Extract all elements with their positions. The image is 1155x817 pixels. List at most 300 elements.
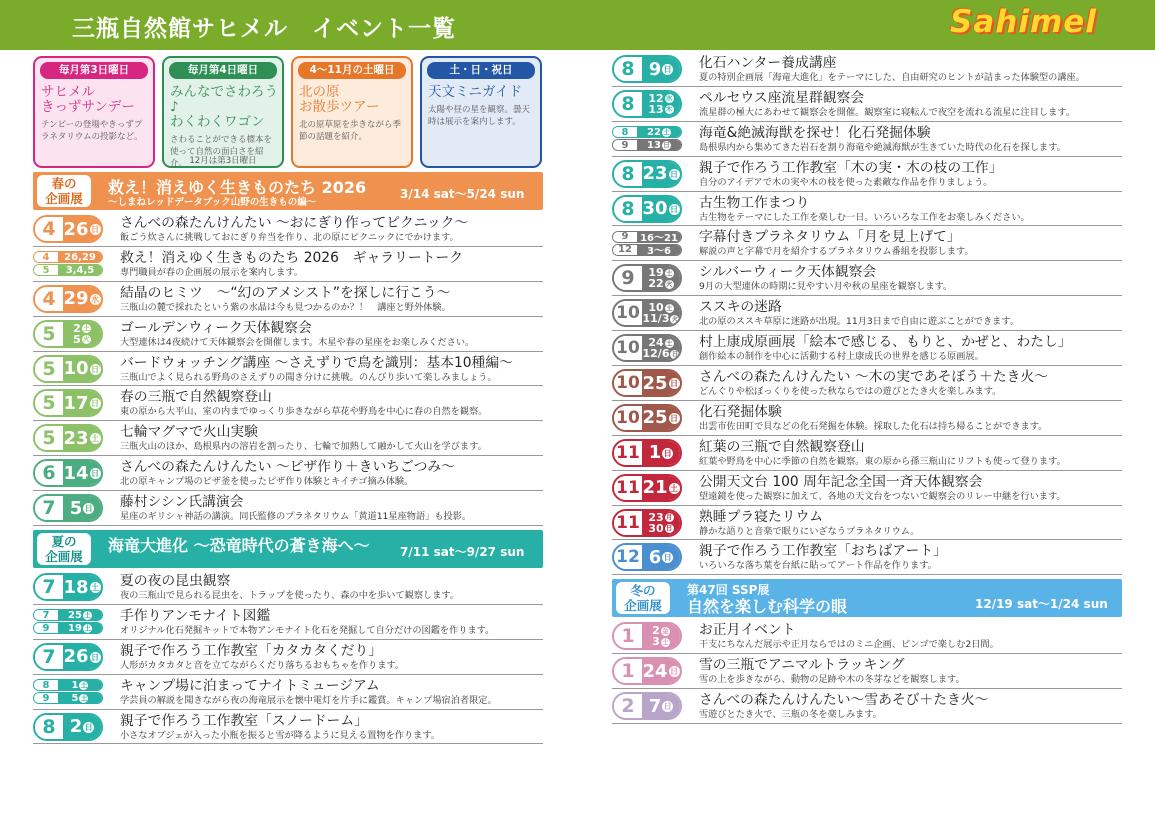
weekday-badge: 日 xyxy=(91,364,100,374)
event-text xyxy=(682,229,1122,257)
event-description: 東の原から大平山、室の内までゆっくり歩きながら草花や野鳥を中心に春の自然を観察。 xyxy=(120,406,488,418)
event-row xyxy=(612,331,1122,366)
regular-event-title: 天文ミニガイド xyxy=(428,84,523,100)
event-date-pill xyxy=(612,509,682,537)
event-title: 熟睡プラ寝たリウム xyxy=(699,508,824,525)
event-text xyxy=(682,160,1122,188)
event-day-number: 5 xyxy=(69,497,83,519)
event-description: 三瓶山の麓で採れたという紫の水晶は今も見つかるのか？！ 講座と野外体験。 xyxy=(120,301,451,313)
regular-events xyxy=(33,56,543,168)
event-date xyxy=(612,474,682,502)
event-day-number: 2 xyxy=(73,321,81,335)
event-date xyxy=(612,160,682,188)
event-day-number: 12/6 xyxy=(642,347,670,361)
event-month: 8 xyxy=(614,92,642,116)
event-date-pill xyxy=(612,404,682,432)
event-day-line xyxy=(63,219,100,240)
event-day-line xyxy=(649,442,674,463)
event-date-pill xyxy=(33,251,103,263)
event-title: 古生物工作まつり xyxy=(699,194,810,211)
event-date xyxy=(612,543,682,571)
event-date xyxy=(612,90,682,118)
weekday-badge: 日 xyxy=(91,652,100,662)
weekday-badge: 日 xyxy=(670,379,679,389)
event-title: 七輪マグマで火山実験 xyxy=(120,424,258,441)
event-day-line xyxy=(70,716,95,737)
event-month: 8 xyxy=(34,680,58,690)
event-text xyxy=(682,692,1122,720)
event-date-pill xyxy=(33,692,103,704)
event-day xyxy=(58,252,102,262)
event-description: 雪遊びとたき火で、三瓶の冬を楽しみます。 xyxy=(699,709,882,721)
event-month: 10 xyxy=(614,406,642,430)
event-day-number: 24 xyxy=(648,336,664,350)
event-day xyxy=(63,391,101,415)
event-day-line xyxy=(642,198,679,219)
event-month: 7 xyxy=(35,575,63,599)
event-description: 三瓶山でよく見られる野鳥のさえずりの聞き分けに挑戦。のんびり歩いて楽しみましょう。 xyxy=(120,371,497,383)
event-day-line xyxy=(73,334,91,345)
event-row xyxy=(33,456,543,491)
event-month: 10 xyxy=(614,371,642,395)
weekday-badge: 土 xyxy=(663,127,670,136)
event-description: 北の原キャンプ場のピザ釜を使ったピザ作り体験とキイチゴ摘み体験。 xyxy=(120,476,414,488)
event-row xyxy=(612,261,1122,296)
weekday-badge: 土 xyxy=(83,324,90,333)
event-month: 8 xyxy=(614,162,642,186)
event-description: 大型連休は4夜続けて天体観察会を開催します。木星や春の星座をお楽しみください。 xyxy=(120,336,475,348)
event-description: いろいろな落ち葉を台紙に貼ってアート作品を作ります。 xyxy=(699,560,937,572)
event-day-number: 10 xyxy=(648,301,664,315)
event-day-number: 29 xyxy=(63,288,89,310)
event-text xyxy=(682,622,1122,650)
event-month: 4 xyxy=(35,287,63,311)
event-day-number: 23 xyxy=(63,427,89,449)
event-description: 夜の三瓶山で見られる昆虫を、トラップを使ったり、森の中を歩いて観察します。 xyxy=(120,590,460,601)
event-date-pill xyxy=(33,389,103,417)
event-month: 5 xyxy=(35,391,63,415)
event-day xyxy=(63,426,101,450)
event-description: 紅葉や野鳥を中心に季節の自然を観察。東の原から孫三瓶山にリフトも使って登ります。 xyxy=(699,455,1066,467)
event-title: 公開天文台 100 周年記念全国一斉天体観察会 xyxy=(699,473,983,490)
event-day xyxy=(642,441,680,465)
event-day xyxy=(63,496,101,520)
event-day-number: 18 xyxy=(63,576,89,598)
event-date xyxy=(612,299,682,327)
event-day xyxy=(642,371,680,395)
event-day-line xyxy=(642,661,679,682)
event-month: 9 xyxy=(34,623,58,633)
event-month: 7 xyxy=(34,610,58,620)
event-day xyxy=(642,197,680,221)
weekday-badge: 日 xyxy=(671,349,679,358)
event-day xyxy=(63,287,101,311)
event-title: 手作りアンモナイト図鑑 xyxy=(120,607,271,624)
event-row xyxy=(33,352,543,387)
weekday-badge: 土 xyxy=(84,623,91,632)
weekday-badge: 日 xyxy=(91,225,100,234)
event-title: さんべの森たんけんたい ～木の実であそぼう＋たき火～ xyxy=(699,369,1049,386)
event-month: 7 xyxy=(35,496,63,520)
event-day-line xyxy=(649,59,674,80)
exhibit-dates: 3/14 sat〜5/24 sun xyxy=(400,187,525,201)
event-title: 結晶のヒミツ ～“幻のアメシスト”を探しに行こう～ xyxy=(120,284,451,301)
weekday-badge: 日 xyxy=(670,204,679,214)
event-title: さんべの森たんけんたい～雪あそび＋たき火～ xyxy=(699,692,989,709)
event-title: さんべの森たんけんたい ～おにぎり作ってピクニック～ xyxy=(120,215,469,231)
event-day-number: 26 xyxy=(63,218,89,240)
event-text xyxy=(682,543,1122,571)
regular-event-description: テンピーの登場やきっずプラネタリウムの投影など。 xyxy=(41,120,143,142)
event-description: オリジナル化石発掘キットで本物アンモナイト化石を発掘して自分だけの図鑑を作ります。 xyxy=(120,624,495,636)
event-day-line xyxy=(63,577,100,598)
event-title: 字幕付きプラネタリウム「月を見上げて」 xyxy=(699,229,961,246)
event-day xyxy=(58,265,102,275)
event-title: お正月イベント xyxy=(699,622,796,639)
event-description: 北の原のススキ草原に迷路が出現。11月3日まで自由に遊ぶことができます。 xyxy=(699,316,1019,328)
event-row xyxy=(33,421,543,456)
event-date-pill xyxy=(612,160,682,188)
event-text xyxy=(103,643,543,671)
exhibit-subtitle: 〜しまねレッドデータブック山野の生きもの編〜 xyxy=(108,197,317,208)
event-description: 干支にちなんだ展示や正月ならではのミニ企画、ビンゴで楽しむ2日間。 xyxy=(699,639,999,651)
event-day-line xyxy=(63,288,100,309)
left-column xyxy=(33,52,543,744)
sahimel-logo: Sahimel xyxy=(950,4,1097,40)
event-description: 小さなオブジェが入った小瓶を振ると雪が降るように見える置物を作ります。 xyxy=(120,729,440,741)
weekday-badge: 日 xyxy=(663,448,672,458)
event-month: 1 xyxy=(614,624,642,648)
event-day-number: 7 xyxy=(648,695,662,717)
weekday-badge: 土 xyxy=(80,680,88,689)
event-title: ススキの迷路 xyxy=(699,299,782,316)
regular-event-title: みんなでさわろう♪ わくわくワゴン xyxy=(170,84,278,130)
event-title: 紅葉の三瓶で自然観察登山 xyxy=(699,438,865,455)
event-date-pill xyxy=(33,679,103,691)
event-day xyxy=(637,232,681,242)
event-row xyxy=(612,296,1122,331)
event-row xyxy=(33,710,543,745)
event-text xyxy=(682,509,1122,537)
event-day-number: 23 xyxy=(648,510,664,524)
event-date-pill xyxy=(612,657,682,685)
event-text xyxy=(103,713,543,741)
event-description: 自分のアイデアで木の実や木の枝を使った素敵な作品を作りましょう。 xyxy=(699,176,993,188)
event-date xyxy=(612,404,682,432)
event-title: シルバーウィーク天体観察会 xyxy=(699,264,877,281)
event-date-pill xyxy=(33,285,103,313)
weekday-badge: 日 xyxy=(663,140,670,149)
event-day xyxy=(63,575,101,599)
event-date-pill xyxy=(612,692,682,720)
event-date xyxy=(33,215,103,243)
event-date-pill xyxy=(612,244,682,256)
event-row xyxy=(612,366,1122,401)
weekday-badge: 土 xyxy=(665,303,673,312)
event-day-number: 19 xyxy=(68,622,82,634)
event-month: 1 xyxy=(614,659,642,683)
weekday-badge: 日 xyxy=(91,469,100,479)
event-day-line xyxy=(652,636,670,647)
event-row xyxy=(612,619,1122,654)
event-list-left xyxy=(33,172,543,744)
event-month: 11 xyxy=(614,441,642,465)
event-row xyxy=(612,122,1122,157)
event-title: 化石ハンター養成講座 xyxy=(699,55,837,71)
event-day xyxy=(642,406,680,430)
event-row xyxy=(33,247,543,282)
event-day xyxy=(642,92,680,116)
event-day-number: 19 xyxy=(648,266,664,280)
event-day xyxy=(642,659,680,683)
event-date-pill xyxy=(612,299,682,327)
event-day xyxy=(63,357,101,381)
event-description: 人形がカタカタと音を立てながらくだり落ちるおもちゃを作ります。 xyxy=(120,659,405,671)
event-text xyxy=(103,285,543,313)
event-title: 親子で作ろう工作教室「木の実・木の枝の工作」 xyxy=(699,159,1003,176)
event-date-pill xyxy=(612,334,682,362)
event-title: バードウォッチング講座 ～さえずりで鳥を識別：基本10種編～ xyxy=(120,354,513,371)
event-description: 専門職員が春の企画展の展示を案内します。 xyxy=(120,266,304,278)
event-title: ペルセウス座流星群観察会 xyxy=(699,89,865,106)
exhibit-title: 救え！消えゆく生きものたち 2026 xyxy=(108,178,367,197)
event-day xyxy=(58,623,102,633)
event-date xyxy=(612,692,682,720)
event-date-pill xyxy=(612,439,682,467)
event-row xyxy=(33,675,543,710)
event-date xyxy=(612,195,682,223)
regular-event-card xyxy=(291,56,413,168)
event-day-line xyxy=(649,547,674,568)
event-month: 2 xyxy=(614,694,642,718)
event-day-number: 22 xyxy=(648,277,664,291)
weekday-badge: 日 xyxy=(663,65,672,74)
event-day-number: 25 xyxy=(68,609,82,621)
event-day-number: 17 xyxy=(63,392,89,414)
event-row xyxy=(33,282,543,317)
event-date xyxy=(33,355,103,383)
event-description: 創作絵本の制作を中心に活動する村上康成氏の世界を感じる原画展。 xyxy=(699,351,984,363)
event-day-line xyxy=(63,358,100,379)
event-day-line xyxy=(648,523,673,534)
event-day-number: 16〜21 xyxy=(640,233,678,243)
exhibit-season-badge: 春の 企画展 xyxy=(37,175,91,207)
event-month: 6 xyxy=(35,461,63,485)
event-day-number: 13 xyxy=(648,102,664,116)
event-month: 9 xyxy=(614,266,642,290)
event-month: 10 xyxy=(614,336,642,360)
event-title: 救え！消えゆく生きものたち 2026 ギャラリートーク xyxy=(120,249,464,266)
event-row xyxy=(33,212,543,247)
weekday-badge: 火 xyxy=(665,279,673,288)
event-date xyxy=(33,250,103,278)
event-row xyxy=(33,605,543,640)
event-date xyxy=(33,608,103,636)
event-date-pill xyxy=(33,320,103,348)
event-description: どんぐりや松ぼっくりを使った秋ならではの遊びとたき火を楽しみます。 xyxy=(699,386,1002,397)
exhibit-season-badge: 夏の 企画展 xyxy=(37,533,91,565)
weekday-badge: 日 xyxy=(91,399,100,409)
event-row xyxy=(612,540,1122,575)
event-date-pill xyxy=(33,215,103,243)
event-text xyxy=(103,424,543,452)
event-date xyxy=(612,369,682,397)
weekday-badge: 日 xyxy=(670,413,679,423)
event-day-number: 26,29 xyxy=(64,251,96,263)
weekday-badge: 木 xyxy=(665,105,673,114)
event-day-number: 3 xyxy=(652,635,660,649)
event-month: 12 xyxy=(613,245,637,255)
exhibit-title: 海竜大進化 ～恐竜時代の蒼き海へ～ xyxy=(108,536,370,556)
event-text xyxy=(103,355,543,383)
event-day xyxy=(63,715,101,739)
event-date xyxy=(33,285,103,313)
event-title: 村上康成原画展「絵本で感じる、もりと、かぜと、わたし」 xyxy=(699,334,1072,351)
event-date-pill xyxy=(33,573,103,601)
event-day-number: 6 xyxy=(648,546,662,568)
event-month: 9 xyxy=(613,140,637,150)
event-day xyxy=(642,266,680,290)
event-month: 12 xyxy=(614,545,642,569)
exhibit-dates: 12/19 sat〜1/24 sun xyxy=(975,597,1108,612)
event-text xyxy=(103,389,543,417)
event-text xyxy=(682,264,1122,292)
event-date xyxy=(33,389,103,417)
event-day-number: 24 xyxy=(642,660,668,682)
event-date xyxy=(612,55,682,83)
event-day xyxy=(63,461,101,485)
weekday-badge: 金 xyxy=(662,626,669,635)
event-day-number: 5 xyxy=(73,332,81,346)
regular-event-description: さわることができる標本を使って自然の面白さを紹介。 xyxy=(170,135,273,169)
event-text xyxy=(103,250,543,278)
event-month: 7 xyxy=(35,645,63,669)
event-row xyxy=(612,87,1122,122)
weekday-badge: 月 xyxy=(665,513,673,522)
event-day-number: 9 xyxy=(648,58,662,80)
event-row xyxy=(612,689,1122,724)
regular-event-title: サヒメル きっずサンデー xyxy=(41,84,135,115)
weekday-badge: 水 xyxy=(91,294,100,304)
event-month: 8 xyxy=(613,127,637,137)
regular-event-card xyxy=(33,56,155,168)
event-date-pill xyxy=(33,424,103,452)
event-day xyxy=(642,162,680,186)
regular-event-schedule: 土・日・祝日 xyxy=(427,62,535,79)
event-description: 望遠鏡を使った観察に加えて、各地の天文台をつないで観察会のリレー中継を行います。 xyxy=(699,490,1066,502)
event-day-number: 11/3 xyxy=(642,312,670,326)
event-date xyxy=(33,494,103,522)
event-title: 親子で作ろう工作教室「カタカタくだり」 xyxy=(120,642,383,659)
event-text xyxy=(682,474,1122,502)
event-day xyxy=(637,140,681,150)
event-month: 10 xyxy=(614,301,642,325)
weekday-badge: 火 xyxy=(671,314,679,323)
weekday-badge: 日 xyxy=(663,553,672,563)
event-day xyxy=(642,545,680,569)
event-month: 11 xyxy=(614,476,642,500)
event-day-line xyxy=(63,428,100,449)
event-title: 藤村シシン氏講演会 xyxy=(120,494,244,511)
event-row xyxy=(612,226,1122,261)
event-title: さんべの森たんけんたい ～ピザ作り＋きいちごつみ～ xyxy=(120,459,455,476)
event-day-number: 22 xyxy=(647,126,661,138)
event-date xyxy=(612,229,682,257)
regular-event-card xyxy=(162,56,284,168)
event-day-number: 10 xyxy=(63,358,89,380)
event-text xyxy=(103,320,543,348)
event-day xyxy=(63,217,101,241)
event-month: 9 xyxy=(613,232,637,242)
event-text xyxy=(682,195,1122,223)
event-row xyxy=(33,570,543,605)
event-row xyxy=(612,401,1122,436)
event-date-pill xyxy=(33,494,103,522)
event-date-pill xyxy=(612,126,682,138)
event-day-number: 30 xyxy=(642,198,668,220)
event-day-number: 21 xyxy=(642,477,668,499)
event-day-number: 3〜6 xyxy=(647,246,671,256)
event-day-number: 25 xyxy=(642,407,668,429)
event-day-line xyxy=(643,348,680,359)
event-date xyxy=(612,622,682,650)
event-date xyxy=(33,678,103,706)
event-month: 5 xyxy=(34,265,58,275)
event-date xyxy=(612,439,682,467)
event-month: 5 xyxy=(35,357,63,381)
event-day-number: 23 xyxy=(642,163,668,185)
event-title: 雪の三瓶でアニマルトラッキング xyxy=(699,657,905,674)
event-text xyxy=(103,608,543,636)
event-title: 化石発掘体験 xyxy=(699,403,782,420)
event-date-pill xyxy=(33,713,103,741)
regular-event-card xyxy=(420,56,542,168)
event-row xyxy=(33,491,543,526)
weekday-badge: 土 xyxy=(84,610,91,619)
event-date-pill xyxy=(612,55,682,83)
event-day xyxy=(63,322,101,346)
event-description: 静かな語りと音楽で眠りにいざなうプラネタリウム。 xyxy=(699,525,920,537)
event-day-number: 12 xyxy=(648,91,664,105)
event-title: 親子で作ろう工作教室「スノードーム」 xyxy=(120,712,368,729)
event-date xyxy=(612,509,682,537)
event-day xyxy=(642,476,680,500)
event-text xyxy=(103,678,543,706)
weekday-badge: 火 xyxy=(83,335,90,344)
exhibit-banner xyxy=(612,579,1122,617)
event-day xyxy=(642,694,680,718)
event-text xyxy=(682,439,1122,467)
event-date xyxy=(33,573,103,601)
event-description: 夏の特別企画展「海竜大進化」をテーマにした、自由研究のヒントが詰まった体験型の講座。 xyxy=(699,72,1085,83)
event-day xyxy=(642,336,680,360)
event-month: 5 xyxy=(35,426,63,450)
event-month: 11 xyxy=(614,511,642,535)
event-day-line xyxy=(642,373,679,394)
weekday-badge: 土 xyxy=(80,693,88,702)
page-header xyxy=(0,0,1155,50)
event-day-line xyxy=(642,163,679,184)
event-date-pill xyxy=(612,231,682,243)
event-description: 飯ごう炊さんに挑戦しておにぎり弁当を作り、北の原にピクニックにでかけます。 xyxy=(120,232,459,243)
event-day-line xyxy=(63,463,100,484)
event-date xyxy=(612,657,682,685)
event-text xyxy=(682,90,1122,118)
event-date xyxy=(33,459,103,487)
event-day xyxy=(642,57,680,81)
event-day-line xyxy=(63,646,100,667)
event-row xyxy=(612,436,1122,471)
